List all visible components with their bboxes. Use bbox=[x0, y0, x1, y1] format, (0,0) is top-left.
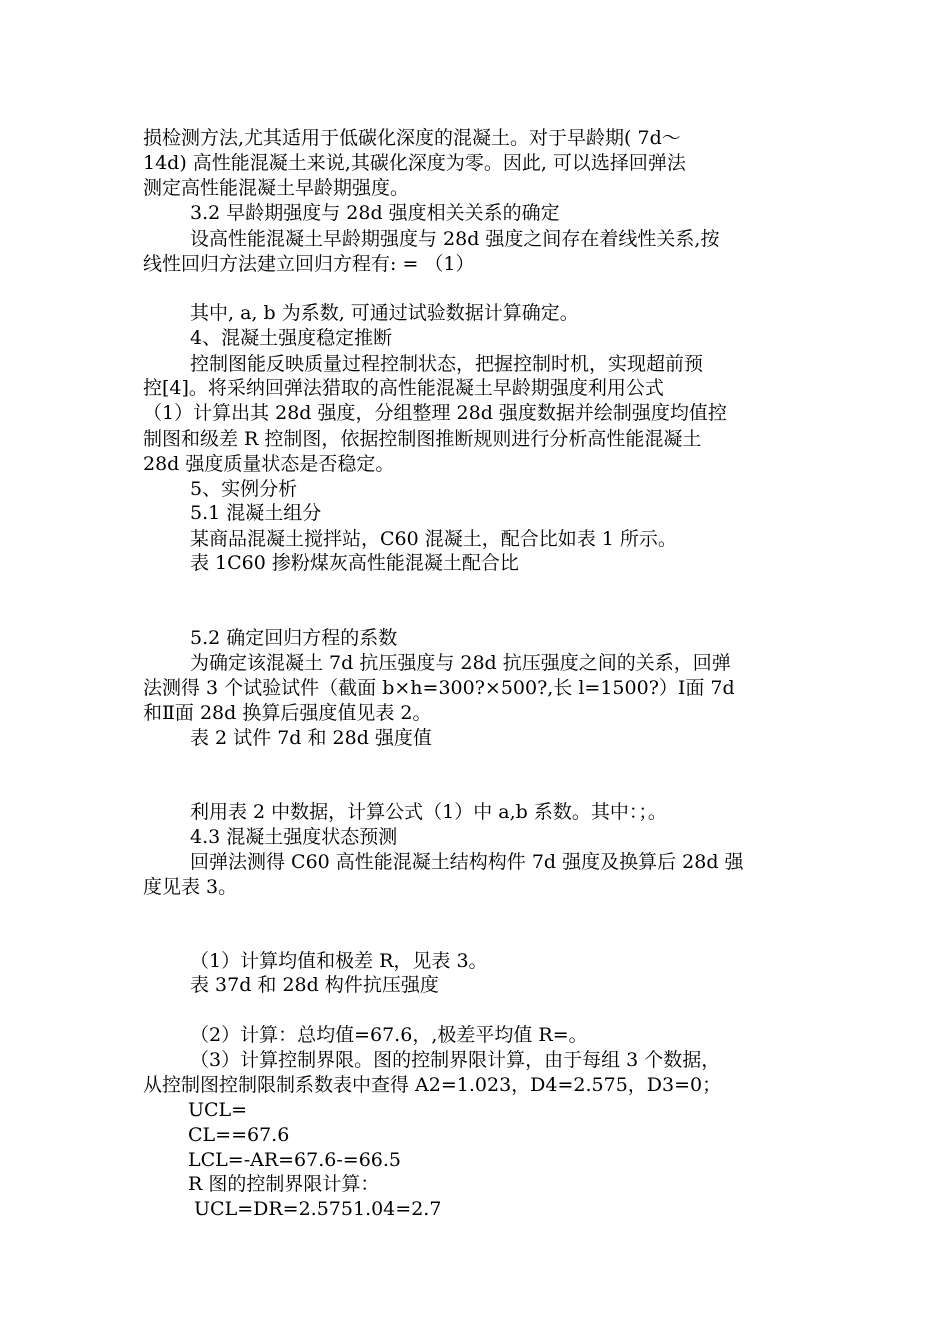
text-line: 回弹法测得 C60 高性能混凝土结构构件 7d 强度及换算后 28d 强 bbox=[190, 851, 744, 873]
text-line: 28d 强度质量状态是否稳定。 bbox=[143, 453, 395, 475]
table-caption: 表 1C60 掺粉煤灰高性能混凝土配合比 bbox=[190, 552, 519, 574]
table-caption: 表 37d 和 28d 构件抗压强度 bbox=[190, 974, 439, 996]
text-line: 设高性能混凝土早龄期强度与 28d 强度之间存在着线性关系,按 bbox=[190, 228, 720, 250]
text-line: （3）计算控制界限。图的控制界限计算，由于每组 3 个数据， bbox=[190, 1049, 721, 1071]
table-caption: 表 2 试件 7d 和 28d 强度值 bbox=[190, 727, 432, 749]
text-line: 利用表 2 中数据，计算公式（1）中 a,b 系数。其中：；。 bbox=[190, 801, 667, 823]
formula-line: CL==67.6 bbox=[188, 1124, 290, 1146]
text-line: 14d) 高性能混凝土来说,其碳化深度为零。因此, 可以选择回弹法 bbox=[143, 152, 686, 174]
text-line: （1）计算均值和极差 R，见表 3。 bbox=[190, 950, 488, 972]
section-heading: 5.2 确定回归方程的系数 bbox=[190, 627, 398, 649]
formula-line: UCL= bbox=[188, 1099, 248, 1121]
section-heading: 4.3 混凝土强度状态预测 bbox=[190, 826, 398, 848]
text-line: 控制图能反映质量过程控制状态，把握控制时机，实现超前预 bbox=[190, 353, 704, 375]
text-line: （2）计算：总均值=67.6，,极差平均值 R=。 bbox=[190, 1024, 588, 1046]
text-line: 控[4]。将采纳回弹法猎取的高性能混凝土早龄期强度利用公式 bbox=[143, 377, 664, 399]
text-line: 制图和级差 R 控制图，依据控制图推断规则进行分析高性能混凝土 bbox=[143, 428, 702, 450]
section-heading: 3.2 早龄期强度与 28d 强度相关关系的确定 bbox=[190, 202, 560, 224]
text-line: 测定高性能混凝土早龄期强度。 bbox=[143, 177, 410, 199]
text-line: 其中, a, b 为系数, 可通过试验数据计算确定。 bbox=[190, 302, 579, 324]
text-line: （1）计算出其 28d 强度，分组整理 28d 强度数据并绘制强度均值控 bbox=[143, 402, 727, 424]
formula-line: UCL=DR=2.5751.04=2.7 bbox=[188, 1198, 442, 1220]
section-heading: 4、混凝土强度稳定推断 bbox=[190, 327, 393, 349]
section-heading: 5.1 混凝土组分 bbox=[190, 502, 322, 524]
text-line: 为确定该混凝土 7d 抗压强度与 28d 抗压强度之间的关系，回弹 bbox=[190, 652, 731, 674]
text-line: 法测得 3 个试验试件（截面 b×h=300?×500?,长 l=1500?）Ⅰ面 7d bbox=[143, 677, 735, 699]
text-line: 某商品混凝土搅拌站，C60 混凝土，配合比如表 1 所示。 bbox=[190, 528, 677, 550]
text-line: 度见表 3。 bbox=[143, 876, 238, 898]
section-heading: 5、实例分析 bbox=[190, 478, 298, 500]
text-line: 和Ⅱ面 28d 换算后强度值见表 2。 bbox=[143, 702, 432, 724]
text-line: 线性回归方法建立回归方程有: = （1） bbox=[143, 253, 475, 275]
text-line: 损检测方法,尤其适用于低碳化深度的混凝土。对于早龄期( 7d～ bbox=[143, 127, 681, 149]
text-line: 从控制图控制限制系数表中查得 A2=1.023，D4=2.575，D3=0； bbox=[143, 1074, 722, 1096]
formula-line: LCL=-AR=67.6-=66.5 bbox=[188, 1149, 402, 1171]
formula-line: R 图的控制界限计算： bbox=[188, 1173, 380, 1195]
